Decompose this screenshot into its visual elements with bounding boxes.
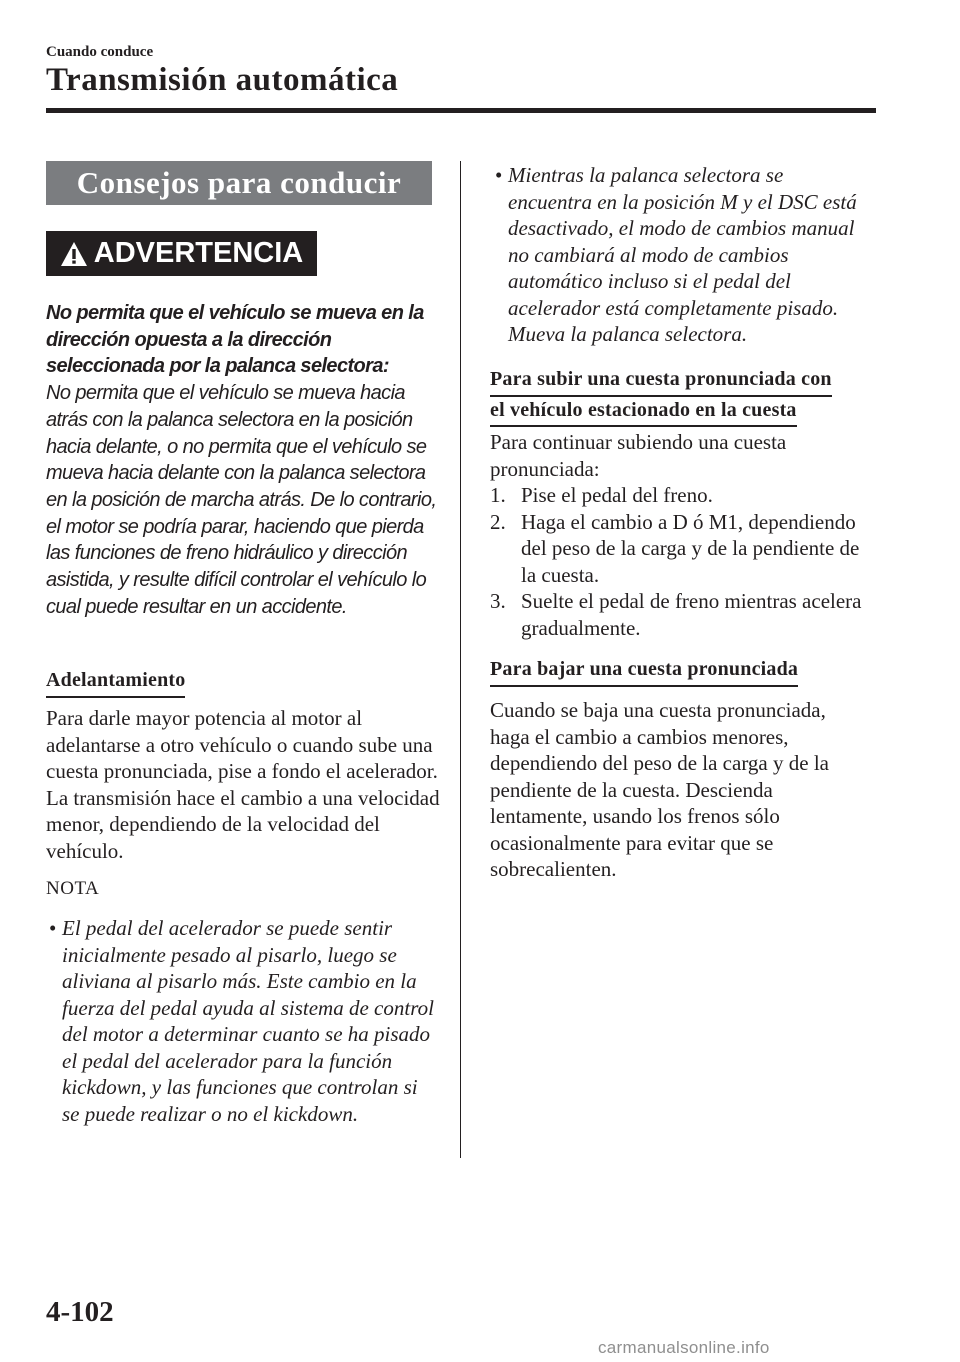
step-number: 3.: [490, 589, 506, 613]
warning-body: No permita que el vehículo se mueva hacia atrás con la palanca selectora en la posición hacia delante, o no permita que el vehículo se mueva hacia delante con la palanca selectora en la posición de marcha atrás. De lo contrario, el motor se podría parar, haciendo que pierda las funciones de freno hidráulico y dirección asistida, y resulte difícil controlar el vehículo lo cual puede resultar en un accidente.: [46, 382, 437, 618]
warning-bold-lead: No permita que el vehículo se mueva en la dirección opuesta a la dirección seleccionada por la palanca selectora:: [46, 302, 424, 378]
note-item-text: Mientras la palanca selectora se encuentra en la posición M y el DSC está desactivado, el modo de cambios manual no cambiará al modo de cambios automático incluso si el pedal del acelerador está completamente pisado. Mueva la palanca selectora.: [508, 163, 857, 346]
note-label: NOTA: [46, 878, 100, 899]
warning-label: ADVERTENCIA: [93, 237, 304, 269]
step-item: [490, 588, 870, 641]
paragraph-adelantamiento: Para darle mayor potencia al motor al adelantarse a otro vehículo o cuando sube una cuesta pronunciada, pise a fondo el acelerador. La transmisión hace el cambio a una velocidad menor, dependiendo de la velocidad del vehículo.: [46, 706, 440, 863]
step-text: Haga el cambio a D ó M1, dependiendo del peso de la carga y de la pendiente de la cuesta.: [521, 509, 860, 587]
section-subir: [490, 429, 870, 641]
heading-subir-line2: el vehículo estacionado en la cuesta: [490, 397, 797, 428]
step-number: 2.: [490, 509, 506, 534]
note-item: [495, 162, 868, 348]
header-rule: [46, 108, 876, 113]
heading-bajar: Para bajar una cuesta pronunciada: [490, 656, 798, 687]
step-item: [490, 482, 870, 509]
bullet-icon: •: [495, 163, 503, 187]
heading-adelantamiento: Adelantamiento: [46, 667, 185, 698]
warning-label-box: [46, 231, 317, 276]
section-title-banner: [46, 161, 432, 205]
warning-text: [46, 300, 440, 620]
step-number: 1.: [490, 483, 506, 507]
watermark: carmanualsonline.info: [598, 1338, 770, 1357]
column-divider: [460, 161, 461, 1158]
step-text: Pise el pedal del freno.: [521, 483, 713, 507]
running-header-section: Cuando conduce: [46, 44, 154, 60]
note-item-text: El pedal del acelerador se puede sentir inicialmente pesado al pisarlo, luego se aliviana al pisarlo más. Este cambio en la fuerza del pedal ayuda al sistema de control del motor a determinar cuanto se ha pisado el pedal del acelerador para la función kickdown, y las funciones que controlan si se puede realizar o no el kickdown.: [62, 916, 434, 1126]
bullet-icon: •: [49, 916, 57, 940]
running-header-title: Transmisión automática: [46, 62, 399, 98]
step-item: [490, 509, 870, 589]
section-title: Consejos para conducir: [76, 165, 402, 200]
heading-subir: [490, 366, 832, 427]
paragraph-subir-intro: Para continuar subiendo una cuesta pronunciada:: [490, 430, 787, 481]
heading-subir-line1: Para subir una cuesta pronunciada con: [490, 366, 832, 397]
warning-triangle-icon: [60, 241, 88, 267]
paragraph-bajar: Cuando se baja una cuesta pronunciada, haga el cambio a cambios menores, dependiendo del peso de la carga y de la pendiente de la cuesta. Descienda lentamente, usando los frenos sólo ocasionalmente para evitar que se sobrecalienten.: [490, 698, 829, 881]
note-item: [49, 915, 440, 1127]
page-number: 4-102: [46, 1296, 114, 1328]
steps-list: [490, 482, 870, 641]
step-text: Suelte el pedal de freno mientras acelera gradualmente.: [521, 589, 862, 640]
